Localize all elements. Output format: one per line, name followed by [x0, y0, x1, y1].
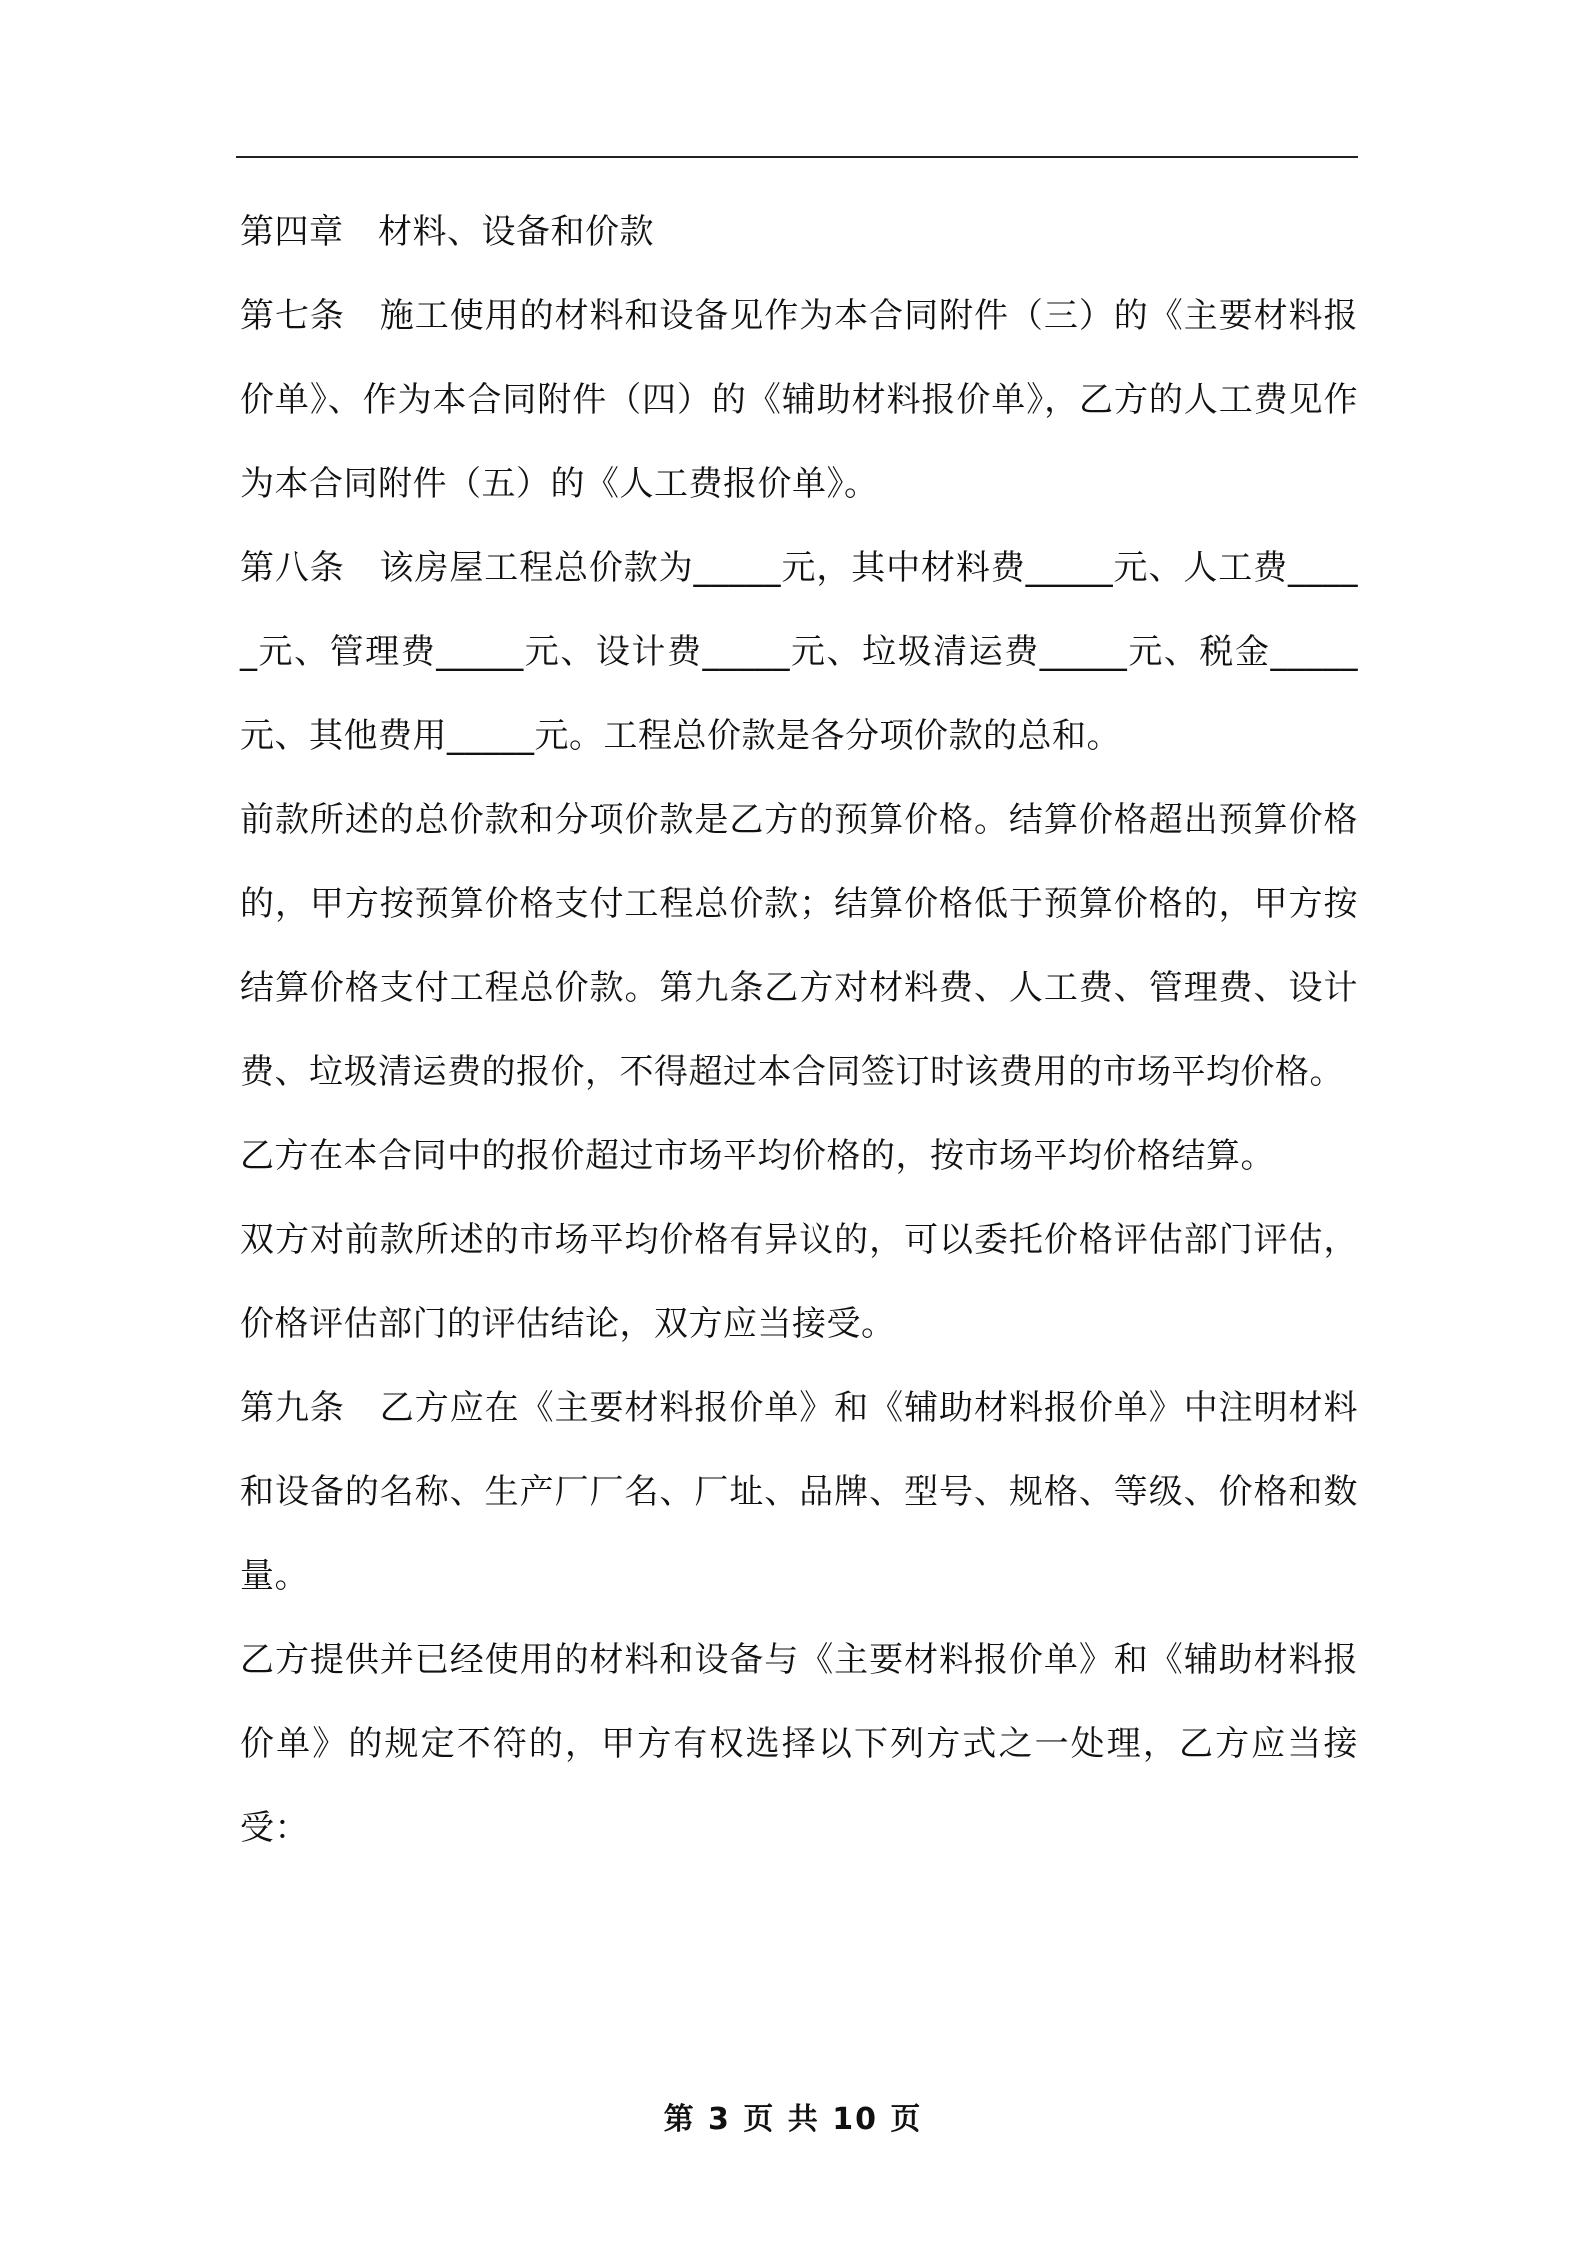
article-8: 第八条 该房屋工程总价款为_____元，其中材料费_____元、人工费_____元、管理费_____元、设计费_____元、垃圾清运费_____元、税金_____元、其他费用_____元。工程总价款是各分项价款的总和。 [240, 548, 1358, 756]
paragraph-price-dispute: 双方对前款所述的市场平均价格有异议的，可以委托价格评估部门评估，价格评估部门的评估结论，双方应当接受。 [240, 1220, 1358, 1344]
paragraph-nonconforming-materials: 乙方提供并已经使用的材料和设备与《主要材料报价单》和《辅助材料报价单》的规定不符的，甲方有权选择以下列方式之一处理，乙方应当接受： [240, 1640, 1358, 1848]
header-rule [236, 156, 1358, 158]
page-number-footer: 第 3 页 共 10 页 [663, 2102, 923, 2137]
chapter-heading: 第四章 材料、设备和价款 [240, 212, 654, 252]
article-7: 第七条 施工使用的材料和设备见作为本合同附件（三）的《主要材料报价单》、作为本合同附件（四）的《辅助材料报价单》，乙方的人工费见作为本合同附件（五）的《人工费报价单》。 [240, 296, 1358, 504]
document-body [240, 190, 1358, 1870]
paragraph-budget-price: 前款所述的总价款和分项价款是乙方的预算价格。结算价格超出预算价格的，甲方按预算价格支付工程总价款；结算价格低于预算价格的，甲方按结算价格支付工程总价款。第九条乙方对材料费、人工费、管理费、设计费、垃圾清运费的报价，不得超过本合同签订时该费用的市场平均价格。 [240, 800, 1358, 1092]
article-9: 第九条 乙方应在《主要材料报价单》和《辅助材料报价单》中注明材料和设备的名称、生产厂厂名、厂址、品牌、型号、规格、等级、价格和数量。 [240, 1388, 1358, 1596]
paragraph-market-price: 乙方在本合同中的报价超过市场平均价格的，按市场平均价格结算。 [240, 1136, 1275, 1176]
